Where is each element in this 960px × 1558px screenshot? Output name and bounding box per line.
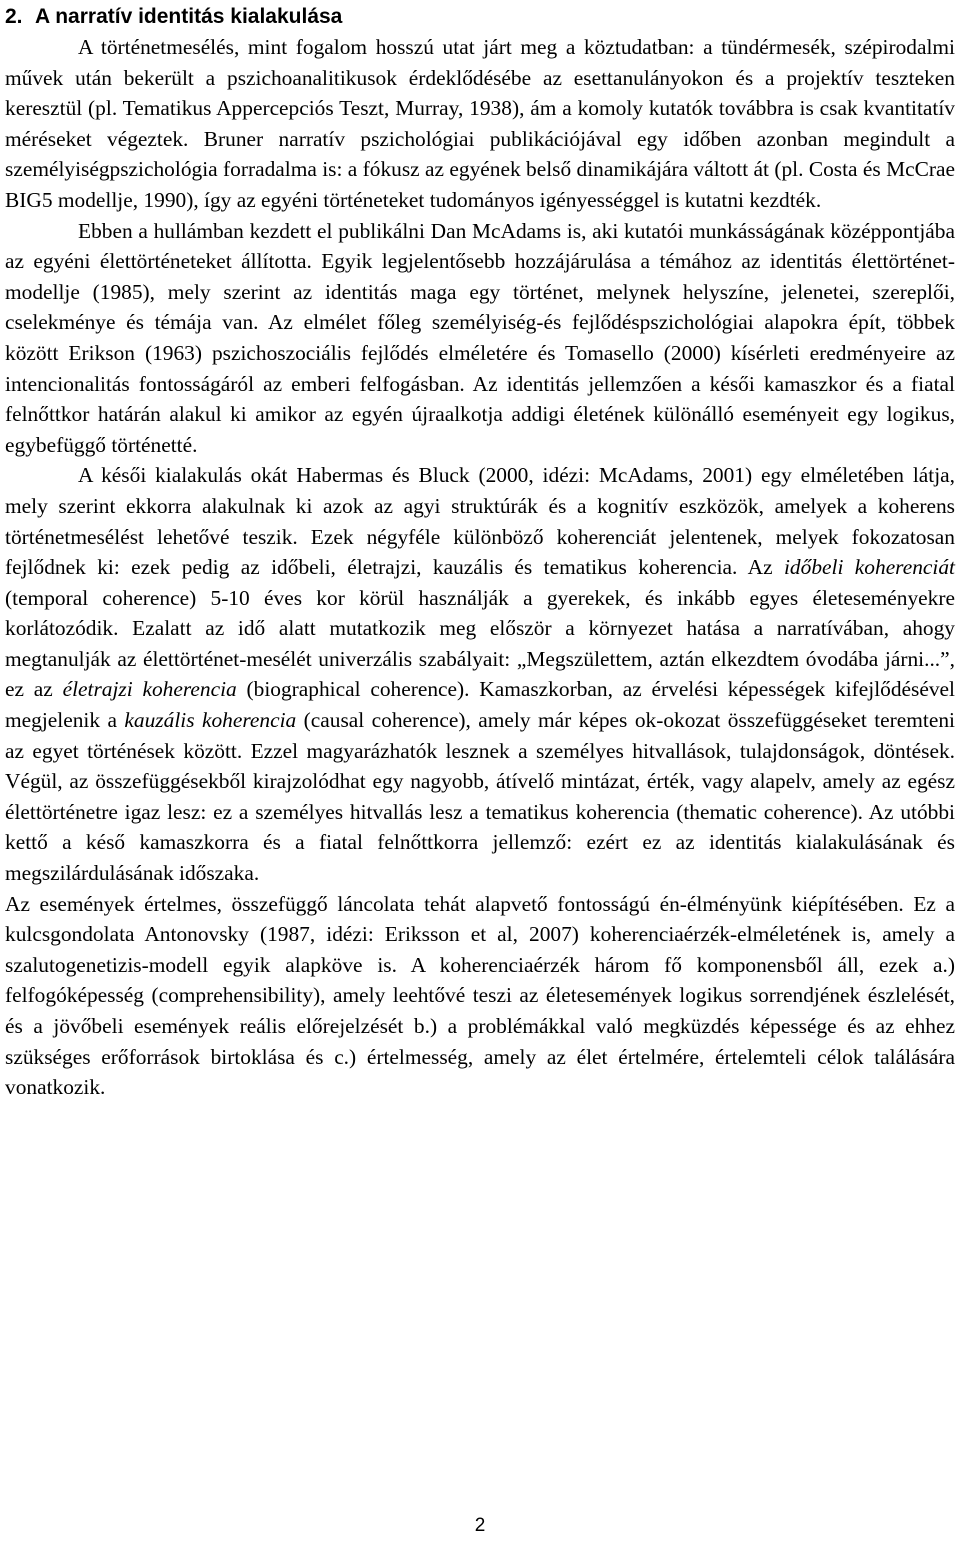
page-number: 2 bbox=[474, 1515, 486, 1536]
section-title: A narratív identitás kialakulása bbox=[35, 5, 343, 28]
term-causal-coherence: kauzális koherencia bbox=[124, 708, 297, 733]
paragraph-3 bbox=[5, 460, 955, 888]
section-heading bbox=[5, 2, 955, 32]
paragraph-3-text-4: (causal coherence), amely már képes ok-okozat összefüggéseket teremteni az egyet történések között. Ezzel magyarázhatók lesznek a személyes hitvallások, tulajdonságok, döntések. Végül, az összefüggésekből kirajzolódhat egy nagyobb, átívelő mintázat, érték, vagy alapelv, amely az egész élettörténetre igaz lesz: ez a személyes hitvallás lesz a tematikus koherencia (thematic coherence). Az utóbbi kettő a késő kamaszkorra és a fiatal felnőttkorra jellemző: ezért ez az identitás kialakulásának és megszilárdulásának időszaka. bbox=[5, 708, 955, 886]
term-biographical-coherence: életrajzi koherencia bbox=[62, 677, 237, 702]
paragraph-1: A történetmesélés, mint fogalom hosszú utat járt meg a köztudatban: a tündérmesék, szépirodalmi művek után bekerült a pszichoanalitikusok érdeklődésébe az esettanulányokon és a projektív teszteken keresztül (pl. Tematikus Appercepciós Teszt, Murray, 1938), ám a komoly kutatók továbbra is csak kvantitatív méréseket végeztek. Bruner narratív pszichológiai publikációjával egy időben azonban megindult a személyiségpszichológia forradalma is: a fókusz az egyének belső dinamikájára váltott át (pl. Costa és McCrae BIG5 modellje, 1990), így az egyéni történeteket tudományos igényességgel is kutatni kezdték. bbox=[5, 35, 955, 212]
section-number: 2. bbox=[5, 5, 23, 28]
paragraph-3-text-3: (biographical coherence). Kamaszkorban, az érvelési képességek kifejlődésével megjelenik a bbox=[5, 677, 955, 733]
term-temporal-coherence: időbeli koherenciát bbox=[783, 555, 955, 580]
paragraph-3-text-1: A késői kialakulás okát Habermas és Bluck (2000, idézi: McAdams, 2001) egy elméletében látja, mely szerint ekkorra alakulnak ki azok az agyi struktúrák és a kognitív eszközök, amelyek a koherens történetmesélést lehetővé teszik. Ezek négyféle különböző koherenciát jelentenek, melyek fokozatosan fejlődnek ki: ezek pedig az időbeli, életrajzi, kauzális és tematikus koherencia. Az bbox=[5, 463, 955, 580]
paragraph-3-text-2: (temporal coherence) 5-10 éves kor körül használják a gyerekek, és inkább egyes életeseményekre korlátozódik. Ezalatt az idő alatt mutatkozik meg először a környezet hatása a narratívában, ahogy megtanulják az élettörténet-mesélét univerzális szabályait: „Megszülettem, aztán elkezdtem óvodába járni...”, ez az bbox=[5, 585, 955, 702]
paragraph-4: Az események értelmes, összefüggő láncolata tehát alapvető fontosságú én-élményünk kiépítésében. Ez a kulcsgondolata Antonovsky (1987, idézi: Eriksson et al, 2007) koherenciaérzék-elméletének is, amely a szalutogenetizis-modell egyik alapköve is. A koherenciaérzék három fő komponensből áll, ezek a.) felfogóképesség (comprehensibility), amely leehtővé teszi az életesemények logikus sorrendjének észlelését, és a jövőbeli események reális előrejelzését b.) a problémákkal való megküzdés képessége és az ehhez szükséges erőforrások birtoklása és c.) értelmesség, amely az élet értelmére, értelemteli célok találására vonatkozik. bbox=[5, 891, 955, 1100]
document-page bbox=[5, 2, 955, 1103]
paragraph-2: Ebben a hullámban kezdett el publikálni Dan McAdams is, aki kutatói munkásságának középpontjába az egyéni élettörténeteket állította. Egyik legjelentősebb hozzájárulása a témához az identitás élettörténet-modellje (1985), mely szerint az identitás maga egy történet, melynek helyszíne, jelenetei, szereplői, cselekménye és témája van. Az elmélet főleg személyiség-és fejlődéspszichológiai alapokra épít, többek között Erikson (1963) pszichoszociális fejlődés elméletére és Tomasello (2000) kísérleti eredményeire az intencionalitás fontosságáról az emberi felfogásban. Az identitás jellemzően a késői kamaszkor és a fiatal felnőttkor határán alakul ki amikor az egyén újraalkotja addigi életének különálló eseményeit egy logikus, egybefüggő történetté. bbox=[5, 218, 955, 457]
